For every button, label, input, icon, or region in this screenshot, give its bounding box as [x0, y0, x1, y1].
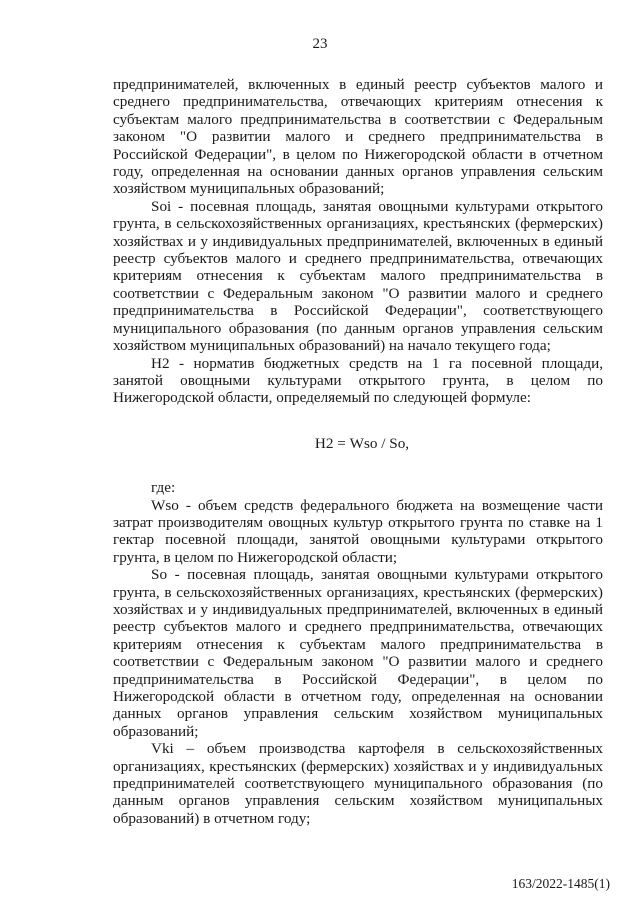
paragraph-where: где: [151, 479, 176, 497]
paragraph-continuation: предпринимателей, включенных в единый реестр субъектов малого и среднего предпринимательства, отвечающих критериям отнесения к субъектам малого предпринимательства в соответствии с Федеральным законом "О развитии малого и среднего предпринимательства в Российской Федерации", в целом по Нижегородской области в отчетном году, определенная на основании данных органов управления сельским хозяйством муниципальных образований; [113, 76, 603, 198]
document-body [113, 76, 603, 827]
paragraph-h2-definition: Н2 - норматив бюджетных средств на 1 га посевной площади, занятой овощными культурами открытого грунта, в целом по Нижегородской области, определяемый по следующей формуле: [113, 354, 603, 407]
formula-h2: Н2 = Wso / So, [314, 434, 410, 452]
document-code: 163/2022-1485(1) [511, 876, 610, 891]
paragraph-so-definition: So - посевная площадь, занятая овощными культурами открытого грунта, в сельскохозяйственных организациях, крестьянских (фермерских) хозяйствах и у индивидуальных предпринимателей, включенных в единый реестр субъектов малого и среднего предпринимательства, отвечающих критериям отнесения к субъектам малого предпринимательства в соответствии с Федеральным законом "О развитии малого и среднего предпринимательства в Российской Федерации", в целом по Нижегородской области в отчетном году, определенная на основании данных органов управления сельским хозяйством муниципальных образований; [113, 566, 603, 740]
paragraph-wso-definition: Wso - объем средств федерального бюджета на возмещение части затрат производителям овощных культур открытого грунта по ставке на 1 гектар посевной площади, занятой овощными культурами открытого грунта, в целом по Нижегородской области; [113, 496, 603, 566]
paragraph-vki-definition: Vki – объем производства картофеля в сельскохозяйственных организациях, крестьянских (фермерских) хозяйствах и у индивидуальных предпринимателей соответствующего муниципального образования (по данным органов управления сельским хозяйством муниципальных образований) в отчетном году; [113, 740, 603, 827]
paragraph-soi-definition: Soi - посевная площадь, занятая овощными культурами открытого грунта, в сельскохозяйственных организациях, крестьянских (фермерских) хозяйствах и у индивидуальных предпринимателей, включенных в единый реестр субъектов малого и среднего предпринимательства, отвечающих критериям отнесения к субъектам малого предпринимательства в соответствии с Федеральным законом "О развитии малого и среднего предпринимательства в Российской Федерации", соответствующего муниципального образования (по данным органов управления сельским хозяйством муниципальных образований) на начало текущего года; [113, 197, 603, 355]
page-number: 23 [312, 36, 328, 52]
